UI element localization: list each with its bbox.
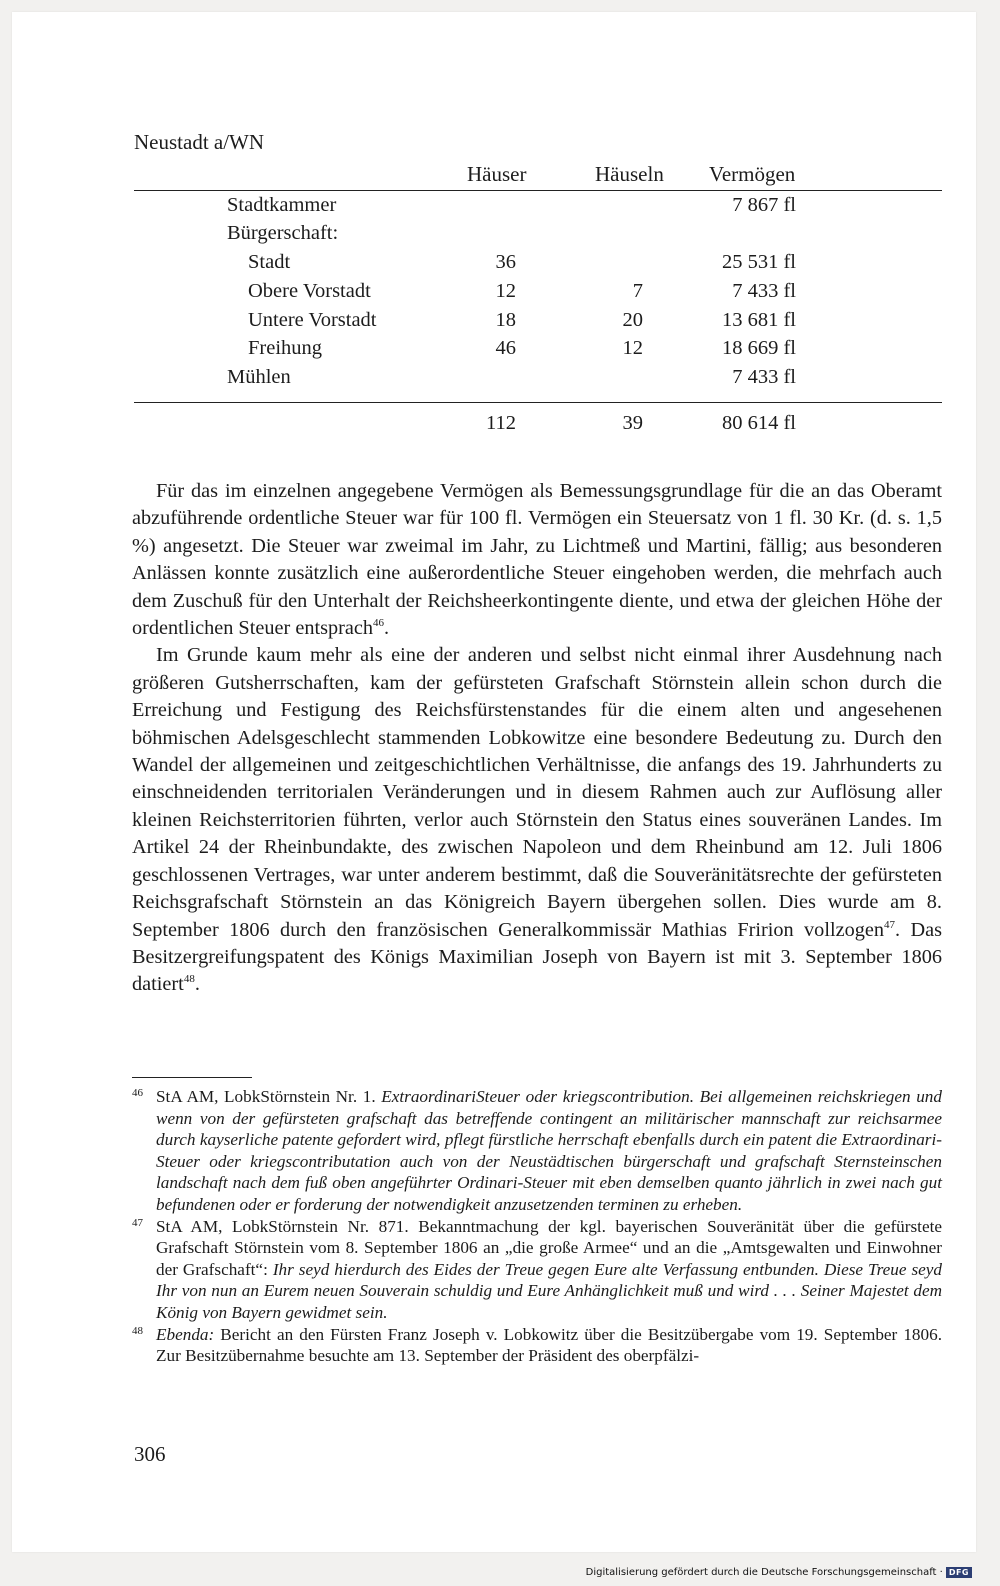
cell-vermoegen: 18 669 fl xyxy=(721,337,796,359)
total-haeuser: 112 xyxy=(486,412,516,434)
table-row xyxy=(12,222,976,251)
book-page xyxy=(12,12,976,1552)
footnote-number: 48 xyxy=(132,1324,143,1337)
table-row xyxy=(12,280,976,309)
total-vermoegen: 80 614 fl xyxy=(721,412,796,434)
cell-haeuser: 18 xyxy=(495,309,516,331)
cell-haeuseln: 7 xyxy=(632,280,643,302)
footnote-ref: 47 xyxy=(884,918,896,931)
row-label: Mühlen xyxy=(227,366,291,388)
footnote-quote: ExtraordinariSteuer oder kriegscontribution. Bei allgemeinen reichskriegen und wenn von der gefürsteten grafschaft das betreffende contingent an militärischer mannschaft zur reichsarmee durch kayserliche patente gefordert wird, pflegt fürstliche herrschaft ebenfalls durch ein patent die Extraordinari-Steuer oder kriegscontributation auch von der Neustädtischen bürgerschaft und grafschaft Sternsteinschen landschaft nach dem fuß oben angeführter Ordinari-Steuer mit eben demselben quanto jährlich in zwei nach gut befundenen oder er forderung der notwendigkeit anzusetzenden terminen zu erheben. xyxy=(156,1087,942,1214)
row-label: Bürgerschaft: xyxy=(227,222,339,244)
footnote xyxy=(132,1324,942,1367)
digitization-footer xyxy=(586,1567,972,1578)
cell-haeuser: 36 xyxy=(495,251,516,273)
col-header-haeuser: Häuser xyxy=(467,162,527,186)
cell-haeuseln: 12 xyxy=(622,337,643,359)
paragraph-text: . xyxy=(194,973,200,996)
footnote-text: Bericht an den Fürsten Franz Joseph v. Lobkowitz über die Besitzübergabe vom 19. September 1806. Zur Besitzübernahme besuchte am 13. September der Präsident des oberpfälzi- xyxy=(156,1324,942,1366)
paragraph xyxy=(132,478,942,642)
table-bottom-rule xyxy=(134,402,942,403)
dfg-logo-icon: DFG xyxy=(946,1567,972,1578)
footnote xyxy=(132,1216,942,1324)
paragraph-text: Im Grunde kaum mehr als eine der anderen und selbst nicht einmal ihrer Ausdehnung nach größeren Gutsherrschaften, kam der gefürsteten Grafschaft Störnstein allein schon durch die Erreichung und Festigung des Reichsfürstenstandes für die einem alten und angesehenen böhmischen Adelsgeschlecht stammenden Lobkowitze eine besondere Bedeutung zu. Durch den Wandel der allgemeinen und zeitgeschichtlichen Verhältnisse, die anfangs des 19. Jahrhunderts zu einschneidenden territorialen Veränderungen und in diesem Rahmen auch zur Auflösung aller kleinen Reichsterritorien führten, verlor auch Störnstein den Status eines souveränen Landes. Im Artikel 24 der Rheinbundakte, des zwischen Napoleon und dem Rheinbund am 12. Juli 1806 geschlossenen Vertrages, war unter anderem bestimmt, daß die Souveränitätsrechte der gefürsteten Reichsgrafschaft Störnstein an das Königreich Bayern übergehen sollen. Dies wurde am 8. September 1806 durch den französischen Generalkommissär Mathias Fririon vollzogen xyxy=(132,644,942,941)
footnote-quote: Ihr seyd hierdurch des Eides der Treue gegen Eure alte Verfassung entbunden. Diese Treue seyd Ihr von nun an Eurem neuen Souverain schuldig und Eure Anhänglichkeit muß und wird . . . Seiner Majestet dem König von Bayern gewidmet sein. xyxy=(156,1259,942,1322)
paragraph xyxy=(132,642,942,998)
row-label: Stadt xyxy=(248,251,291,273)
row-label: Stadtkammer xyxy=(227,194,337,216)
cell-haeuser: 12 xyxy=(495,280,516,302)
row-label: Obere Vorstadt xyxy=(248,280,371,302)
table-heading: Neustadt a/WN xyxy=(134,130,265,154)
body-text xyxy=(132,478,942,999)
footnote-number: 47 xyxy=(132,1216,143,1229)
table-top-rule xyxy=(134,190,942,191)
footnote-text: StA AM, LobkStörnstein Nr. 871. Bekanntmachung der kgl. bayerischen Souveränität über die gefürstete Grafschaft Störnstein vom 8. September 1806 an „die große Armee“ und an die „Amtsgewalten und Einwohner der Grafschaft“: xyxy=(156,1216,942,1279)
row-label: Freihung xyxy=(248,337,323,359)
table-row xyxy=(12,251,976,280)
cell-haeuseln: 20 xyxy=(622,309,643,331)
paragraph-text: . Das Besitzergreifungspatent des Königs Maximilian Joseph von Bayern ist mit 3. September 1806 datiert xyxy=(132,918,943,996)
paragraph-text: . xyxy=(384,617,390,640)
footnote-ref: 46 xyxy=(373,617,385,630)
cell-haeuser: 46 xyxy=(495,337,516,359)
table-row xyxy=(12,337,976,366)
col-header-vermoegen: Vermögen xyxy=(709,162,796,186)
cell-vermoegen: 13 681 fl xyxy=(721,309,796,331)
footnotes xyxy=(132,1086,942,1367)
cell-vermoegen: 7 867 fl xyxy=(732,194,796,216)
table-row xyxy=(12,309,976,338)
row-label: Untere Vorstadt xyxy=(248,309,377,331)
footnote-text: StA AM, LobkStörnstein Nr. 1. xyxy=(156,1087,382,1106)
cell-vermoegen: 25 531 fl xyxy=(721,251,796,273)
table-totals-row xyxy=(12,412,976,441)
table-row xyxy=(12,194,976,223)
cell-vermoegen: 7 433 fl xyxy=(732,280,796,302)
page-number: 306 xyxy=(134,1442,166,1466)
footer-text: Digitalisierung gefördert durch die Deutsche Forschungsgemeinschaft · xyxy=(585,1567,943,1578)
total-haeuseln: 39 xyxy=(622,412,643,434)
paragraph-text: Für das im einzelnen angegebene Vermögen als Bemessungsgrundlage für die an das Oberamt abzuführende ordentliche Steuer war für 100 fl. Vermögen ein Steuersatz von 1 fl. 30 Kr. (d. s. 1,5 %) angesetzt. Die Steuer war zweimal im Jahr, zu Lichtmeß und Martini, fällig; aus besonderen Anlässen konnte zusätzlich eine außerordentliche Steuer eingehoben werden, die mehrfach auch dem Zuschuß für den Unterhalt der Reichsheerkontingente diente, und etwa der gleichen Höhe der ordentlichen Steuer entsprach xyxy=(132,480,942,640)
col-header-haeuseln: Häuseln xyxy=(595,162,664,186)
footnote xyxy=(132,1086,942,1216)
footnote-lead: Ebenda: xyxy=(156,1324,215,1344)
cell-vermoegen: 7 433 fl xyxy=(732,366,796,388)
footnote-divider xyxy=(132,1077,252,1078)
footnote-number: 46 xyxy=(132,1087,143,1099)
footnote-ref: 48 xyxy=(183,973,195,986)
table-row xyxy=(12,366,976,395)
